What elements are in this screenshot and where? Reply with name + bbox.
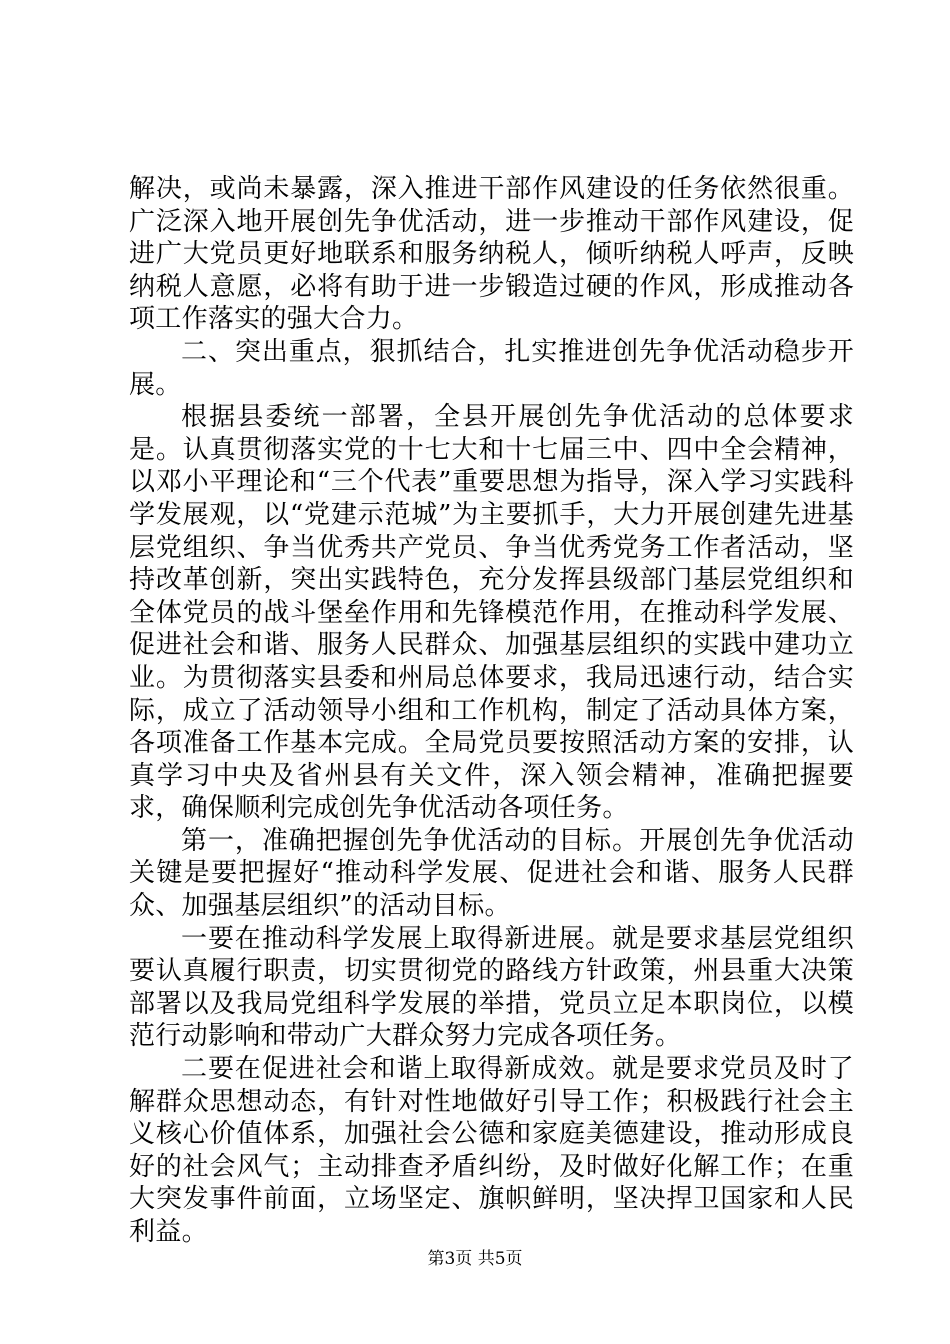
paragraph-2: 二、突出重点，狠抓结合，扎实推进创先争优活动稳步开展。 (129, 336, 854, 400)
paragraph-1: 解决，或尚未暴露，深入推进干部作风建设的任务依然很重。广泛深入地开展创先争优活动，进一步推动干部作风建设，促进广大党员更好地联系和服务纳税人，倾听纳税人呼声，反映纳税人意愿，必将有助于进一步锻造过硬的作风，形成推动各项工作落实的强大合力。 (129, 174, 854, 335)
paragraph-5: 一要在推动科学发展上取得新进展。就是要求基层党组织要认真履行职责，切实贯彻党的路线方针政策，州县重大决策部署以及我局党组科学发展的举措，党员立足本职岗位，以模范行动影响和带动广大群众努力完成各项任务。 (129, 923, 854, 1052)
document-body (129, 173, 854, 1249)
paragraph-6: 二要在促进社会和谐上取得新成效。就是要求党员及时了解群众思想动态，有针对性地做好引导工作；积极践行社会主义核心价值体系，加强社会公德和家庭美德建设，推动形成良好的社会风气；主动排查矛盾纠纷，及时做好化解工作；在重大突发事件前面，立场坚定、旗帜鲜明，坚决捍卫国家和人民利益。 (129, 1054, 854, 1247)
page-number-footer: 第3页 共5页 (427, 1249, 523, 1269)
paragraph-4: 第一，准确把握创先争优活动的目标。开展创先争优活动关键是要把握好“推动科学发展、促进社会和谐、服务人民群众、加强基层组织”的活动目标。 (129, 825, 854, 922)
paragraph-3: 根据县委统一部署，全县开展创先争优活动的总体要求是。认真贯彻落实党的十七大和十七届三中、四中全会精神，以邓小平理论和“三个代表”重要思想为指导，深入学习实践科学发展观，以“党建示范城”为主要抓手，大力开展创建先进基层党组织、争当优秀共产党员、争当优秀党务工作者活动，坚持改革创新，突出实践特色，充分发挥县级部门基层党组织和全体党员的战斗堡垒作用和先锋模范作用，在推动科学发展、促进社会和谐、服务人民群众、加强基层组织的实践中建功立业。为贯彻落实县委和州局总体要求，我局迅速行动，结合实际，成立了活动领导小组和工作机构，制定了活动具体方案，各项准备工作基本完成。全局党员要按照活动方案的安排，认真学习中央及省州县有关文件，深入领会精神，准确把握要求，确保顺利完成创先争优活动各项任务。 (129, 402, 854, 824)
